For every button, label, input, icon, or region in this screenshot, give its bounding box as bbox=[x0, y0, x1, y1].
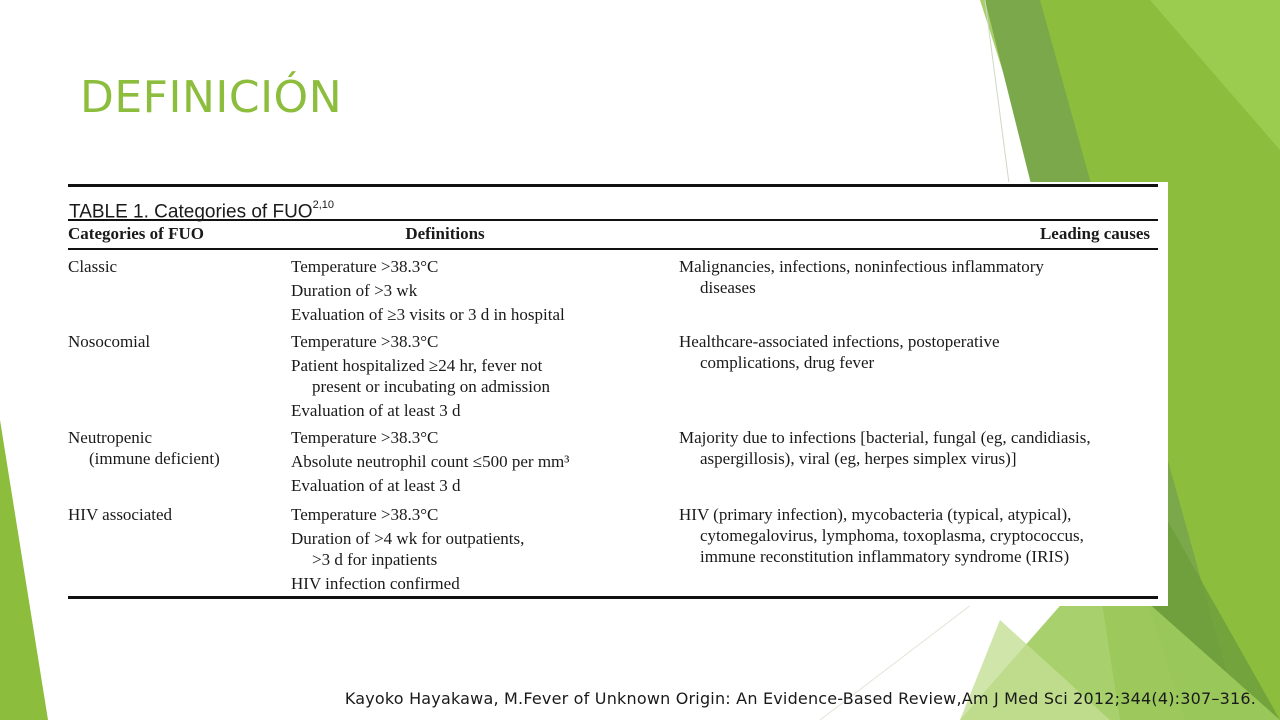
header-definitions: Definitions bbox=[405, 224, 485, 243]
table-row bbox=[68, 504, 1158, 596]
row-category: Nosocomial bbox=[68, 332, 151, 351]
row-definitions: Temperature >38.3°C Absolute neutrophil count ≤500 per mm³ Evaluation of at least 3 d bbox=[291, 428, 570, 495]
slide-title: DEFINICIÓN bbox=[80, 72, 343, 123]
row-definitions: Temperature >38.3°C Duration of >4 wk for outpatients, >3 d for inpatients HIV infection confirmed bbox=[291, 505, 525, 593]
table-body bbox=[68, 250, 1158, 596]
left-green-facet bbox=[0, 420, 48, 720]
row-definitions: Temperature >38.3°C Patient hospitalized ≥24 hr, fever not present or incubating on admission Evaluation of at least 3 d bbox=[291, 332, 550, 420]
table-row bbox=[68, 427, 1158, 504]
header-leading-causes: Leading causes bbox=[1039, 224, 1150, 243]
row-category: Classic bbox=[68, 257, 118, 276]
header-categories: Categories of FUO bbox=[68, 224, 204, 243]
table-caption bbox=[68, 187, 1158, 223]
table-caption-text: TABLE 1. Categories of FUO bbox=[69, 201, 313, 223]
row-definitions: Temperature >38.3°C Duration of >3 wk Evaluation of ≥3 visits or 3 d in hospital bbox=[291, 257, 565, 324]
table-row bbox=[68, 331, 1158, 427]
row-causes: Malignancies, infections, noninfectious inflammatory diseases bbox=[679, 257, 1044, 297]
row-causes: HIV (primary infection), mycobacteria (typical, atypical), cytomegalovirus, lymphoma, toxoplasma, cryptococcus, immune reconstitution inflammatory syndrome (IRIS) bbox=[679, 505, 1084, 566]
citation: Kayoko Hayakawa, M.Fever of Unknown Origin: An Evidence-Based Review,Am J Med Sci 2012;344(4):307–316. bbox=[344, 689, 1256, 708]
fuo-table bbox=[68, 184, 1158, 599]
row-causes: Majority due to infections [bacterial, fungal (eg, candidiasis, aspergillosis), viral (eg, herpes simplex virus)] bbox=[679, 428, 1091, 468]
table-caption-refs: 2,10 bbox=[312, 199, 334, 211]
table-image-panel bbox=[58, 182, 1168, 606]
table-row bbox=[68, 256, 1158, 331]
table-header-row bbox=[68, 221, 1158, 248]
table-bottom-rule bbox=[68, 596, 1158, 599]
row-causes: Healthcare-associated infections, postoperative complications, drug fever bbox=[679, 332, 1000, 372]
row-category: Neutropenic (immune deficient) bbox=[68, 428, 220, 468]
row-category: HIV associated bbox=[68, 505, 173, 524]
